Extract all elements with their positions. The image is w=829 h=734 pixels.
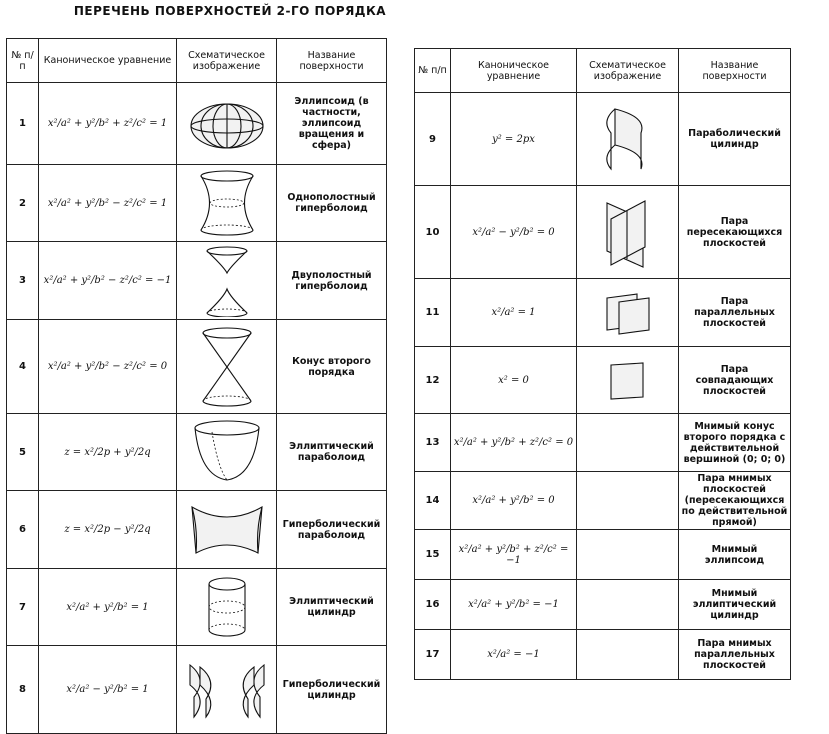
row-equation: x²/a² − y²/b² = 0	[451, 186, 577, 279]
row-num: 5	[7, 414, 39, 491]
row-equation: x²/a² + y²/b² + z²/c² = 1	[39, 83, 177, 165]
row-name: Пара пересекающихся плоскостей	[679, 186, 791, 279]
row-name: Пара мнимых плоскостей (пересекающихся по действительной прямой)	[679, 472, 791, 530]
row-equation: x²/a² + y²/b² − z²/c² = 0	[39, 320, 177, 414]
row-equation: y² = 2px	[451, 93, 577, 186]
header-image: Схематическое изображение	[177, 39, 277, 83]
row-equation: z = x²/2p − y²/2q	[39, 491, 177, 569]
row-name: Двуполостный гиперболоид	[277, 242, 387, 320]
table-row	[7, 242, 387, 320]
table-row	[7, 165, 387, 242]
row-num: 6	[7, 491, 39, 569]
table-row	[7, 491, 387, 569]
row-num: 11	[415, 279, 451, 347]
row-num: 15	[415, 530, 451, 580]
ellipsoid-icon	[184, 94, 270, 154]
row-num: 12	[415, 347, 451, 414]
row-name: Мнимый эллиптический цилиндр	[679, 580, 791, 630]
row-name: Конус второго порядка	[277, 320, 387, 414]
header-equation: Каноническое уравнение	[39, 39, 177, 83]
row-num: 16	[415, 580, 451, 630]
table-row	[415, 630, 791, 680]
row-equation: z = x²/2p + y²/2q	[39, 414, 177, 491]
table-row	[415, 279, 791, 347]
row-equation: x²/a² = 1	[451, 279, 577, 347]
page-title: ПЕРЕЧЕНЬ ПОВЕРХНОСТЕЙ 2-ГО ПОРЯДКА	[73, 4, 387, 18]
table-row	[415, 530, 791, 580]
row-num: 17	[415, 630, 451, 680]
table-row	[7, 83, 387, 165]
table-header-row	[7, 39, 387, 83]
row-num: 10	[415, 186, 451, 279]
row-name: Пара мнимых параллельных плоскостей	[679, 630, 791, 680]
header-name: Название поверхности	[679, 49, 791, 93]
elliptic-paraboloid-icon	[184, 418, 270, 486]
surfaces-table-left	[6, 38, 387, 734]
table-row	[415, 414, 791, 472]
table-row	[415, 93, 791, 186]
table-row	[7, 646, 387, 734]
table-row	[415, 580, 791, 630]
row-num: 7	[7, 569, 39, 646]
row-num: 4	[7, 320, 39, 414]
table-header-row	[415, 49, 791, 93]
row-equation: x²/a² + y²/b² + z²/c² = −1	[451, 530, 577, 580]
header-num: № п/п	[415, 49, 451, 93]
row-name: Эллиптический параболоид	[277, 414, 387, 491]
header-name: Название поверхности	[277, 39, 387, 83]
row-name: Гиперболический параболоид	[277, 491, 387, 569]
table-row	[7, 569, 387, 646]
row-num: 14	[415, 472, 451, 530]
row-equation: x²/a² + y²/b² = −1	[451, 580, 577, 630]
table-row	[415, 347, 791, 414]
row-name: Параболический цилиндр	[679, 93, 791, 186]
row-equation: x²/a² − y²/b² = 1	[39, 646, 177, 734]
row-name: Пара параллельных плоскостей	[679, 279, 791, 347]
header-num: № п/п	[7, 39, 39, 83]
one-sheet-hyperboloid-icon	[184, 168, 270, 238]
row-num: 8	[7, 646, 39, 734]
row-equation: x²/a² + y²/b² + z²/c² = 0	[451, 414, 577, 472]
row-name: Мнимый конус второго порядка с действительной вершиной (0; 0; 0)	[679, 414, 791, 472]
table-row	[415, 186, 791, 279]
table-row	[7, 320, 387, 414]
row-name: Гиперболический цилиндр	[277, 646, 387, 734]
row-name: Пара совпадающих плоскостей	[679, 347, 791, 414]
table-row	[415, 472, 791, 530]
parallel-planes-icon	[585, 288, 671, 338]
cone-icon	[184, 325, 270, 409]
row-equation: x²/a² + y²/b² = 1	[39, 569, 177, 646]
row-num: 1	[7, 83, 39, 165]
row-name: Эллипсоид (в частности, эллипсоид вращения и сфера)	[277, 83, 387, 165]
elliptic-cylinder-icon	[184, 574, 270, 640]
row-equation: x²/a² = −1	[451, 630, 577, 680]
row-num: 9	[415, 93, 451, 186]
row-num: 3	[7, 242, 39, 320]
row-name: Эллиптический цилиндр	[277, 569, 387, 646]
parabolic-cylinder-icon	[585, 103, 671, 175]
two-sheet-hyperboloid-icon	[184, 245, 270, 317]
row-equation: x²/a² + y²/b² − z²/c² = −1	[39, 242, 177, 320]
coincident-planes-icon	[585, 355, 671, 405]
row-name: Однополостный гиперболоид	[277, 165, 387, 242]
table-row	[7, 414, 387, 491]
header-equation: Каноническое уравнение	[451, 49, 577, 93]
hyperbolic-cylinder-icon	[182, 657, 272, 723]
header-image: Схематическое изображение	[577, 49, 679, 93]
surfaces-table-right	[414, 48, 791, 680]
intersecting-planes-icon	[585, 193, 671, 271]
row-num: 2	[7, 165, 39, 242]
row-num: 13	[415, 414, 451, 472]
hyperbolic-paraboloid-icon	[184, 497, 270, 563]
row-equation: x² = 0	[451, 347, 577, 414]
row-name: Мнимый эллипсоид	[679, 530, 791, 580]
row-equation: x²/a² + y²/b² − z²/c² = 1	[39, 165, 177, 242]
row-equation: x²/a² + y²/b² = 0	[451, 472, 577, 530]
